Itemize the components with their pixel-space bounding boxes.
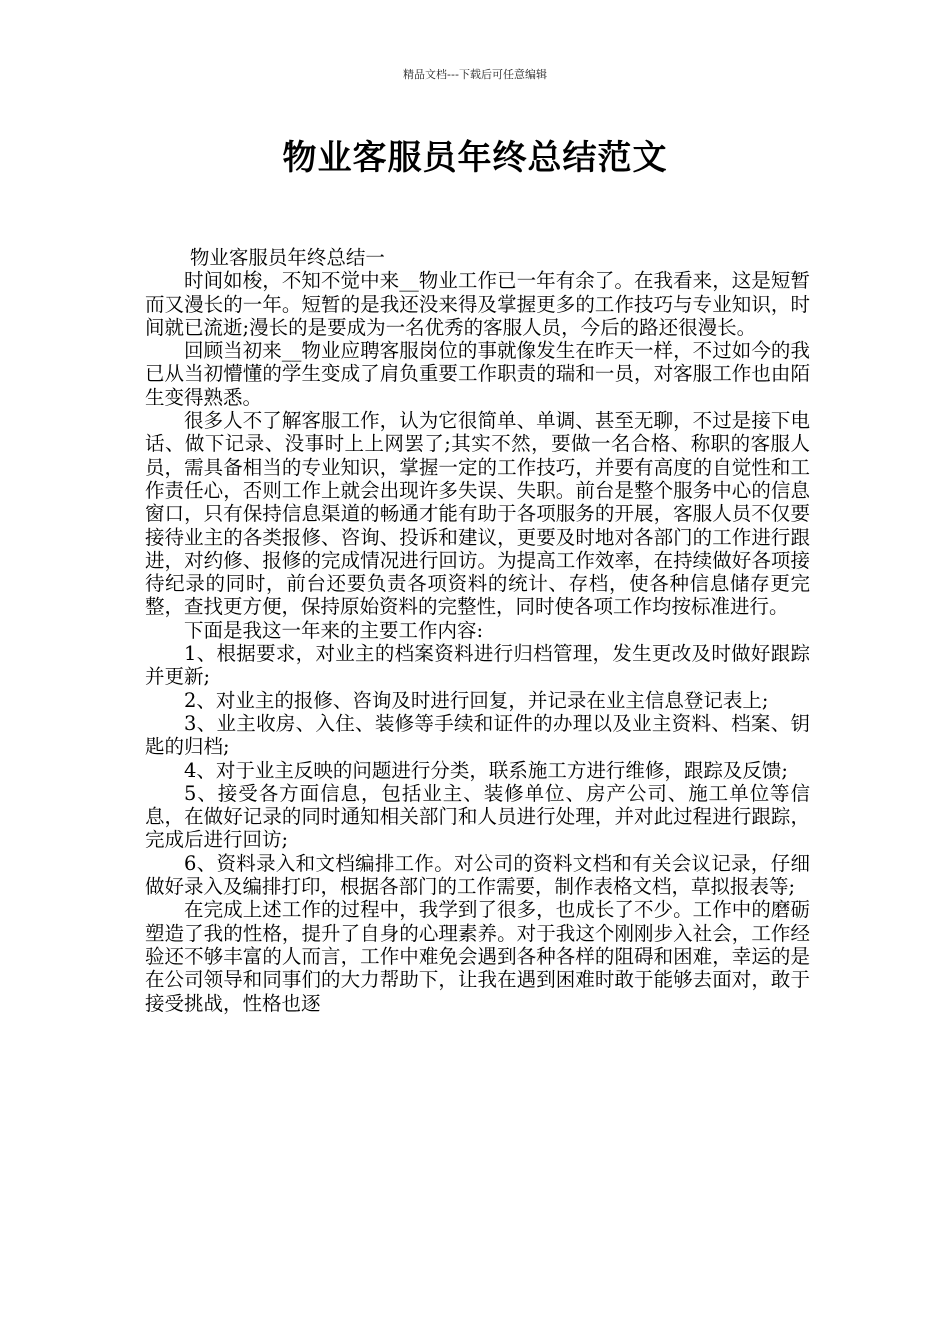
paragraph-job-description: 很多人不了解客服工作，认为它很简单、单调、甚至无聊，不过是接下电话、做下记录、没事时上上网罢了;其实不然，要做一名合格、称职的客服人员，需具备相当的专业知识，掌握一定的工作技巧，并要有高度的自觉性和工作责任心，否则工作上就会出现许多失误、失职。前台是整个服务中心的信息窗口，只有保持信息渠道的畅通才能有助于各项服务的开展，客服人员不仅要接待业主的各类报修、咨询、投诉和建议，更要及时地对各部门的工作进行跟进，对约修、报修的完成情况进行回访。为提高工作效率，在持续做好各项接待纪录的同时，前台还要负责各项资料的统计、存档，使各种信息储存更完整，查找更方便，保持原始资料的完整性，同时使各项工作均按标准进行。 [145, 409, 810, 619]
document-body [145, 246, 810, 1015]
section-subtitle: 物业客服员年终总结一 [189, 246, 385, 269]
list-item-2: 2、对业主的报修、咨询及时进行回复，并记录在业主信息登记表上; [184, 688, 769, 712]
list-item-6: 6、资料录入和文档编排工作。对公司的资料文档和有关会议记录，仔细做好录入及编排打印，根据各部门的工作需要，制作表格文档，草拟报表等; [145, 851, 810, 899]
list-item-5: 5、接受各方面信息，包括业主、装修单位、房产公司、施工单位等信息，在做好记录的同时通知相关部门和人员进行处理，并对此过程进行跟踪，完成后进行回访; [145, 781, 810, 852]
paragraph-work-list-intro: 下面是我这一年来的主要工作内容: [184, 618, 484, 642]
paragraph-intro: 时间如梭，不知不觉中来__物业工作已一年有余了。在我看来，这是短暂而又漫长的一年。短暂的是我还没来得及掌握更多的工作技巧与专业知识，时间就已流逝;漫长的是要成为一名优秀的客服人员，今后的路还很漫长。 [145, 269, 810, 339]
list-item-1: 1、根据要求，对业主的档案资料进行归档管理，发生更改及时做好跟踪并更新; [145, 642, 810, 689]
page-header-note: 精品文档---下载后可任意编辑 [403, 68, 547, 81]
paragraph-recall: 回顾当初来__物业应聘客服岗位的事就像发生在昨天一样，不过如今的我已从当初懵懂的学生变成了肩负重要工作职责的瑞和一员，对客服工作也由陌生变得熟悉。 [145, 339, 810, 409]
paragraph-reflection: 在完成上述工作的过程中，我学到了很多，也成长了不少。工作中的磨砺塑造了我的性格，提升了自身的心理素养。对于我这个刚刚步入社会，工作经验还不够丰富的人而言，工作中难免会遇到各种各样的阻碍和困难，幸运的是在公司领导和同事们的大力帮助下，让我在遇到困难时敢于能够去面对，敢于接受挑战，性格也逐 [145, 898, 810, 1015]
document-title: 物业客服员年终总结范文 [282, 138, 668, 178]
list-item-3: 3、业主收房、入住、装修等手续和证件的办理以及业主资料、档案、钥匙的归档; [145, 711, 810, 759]
list-item-4: 4、对于业主反映的问题进行分类，联系施工方进行维修，跟踪及反馈; [184, 758, 788, 782]
